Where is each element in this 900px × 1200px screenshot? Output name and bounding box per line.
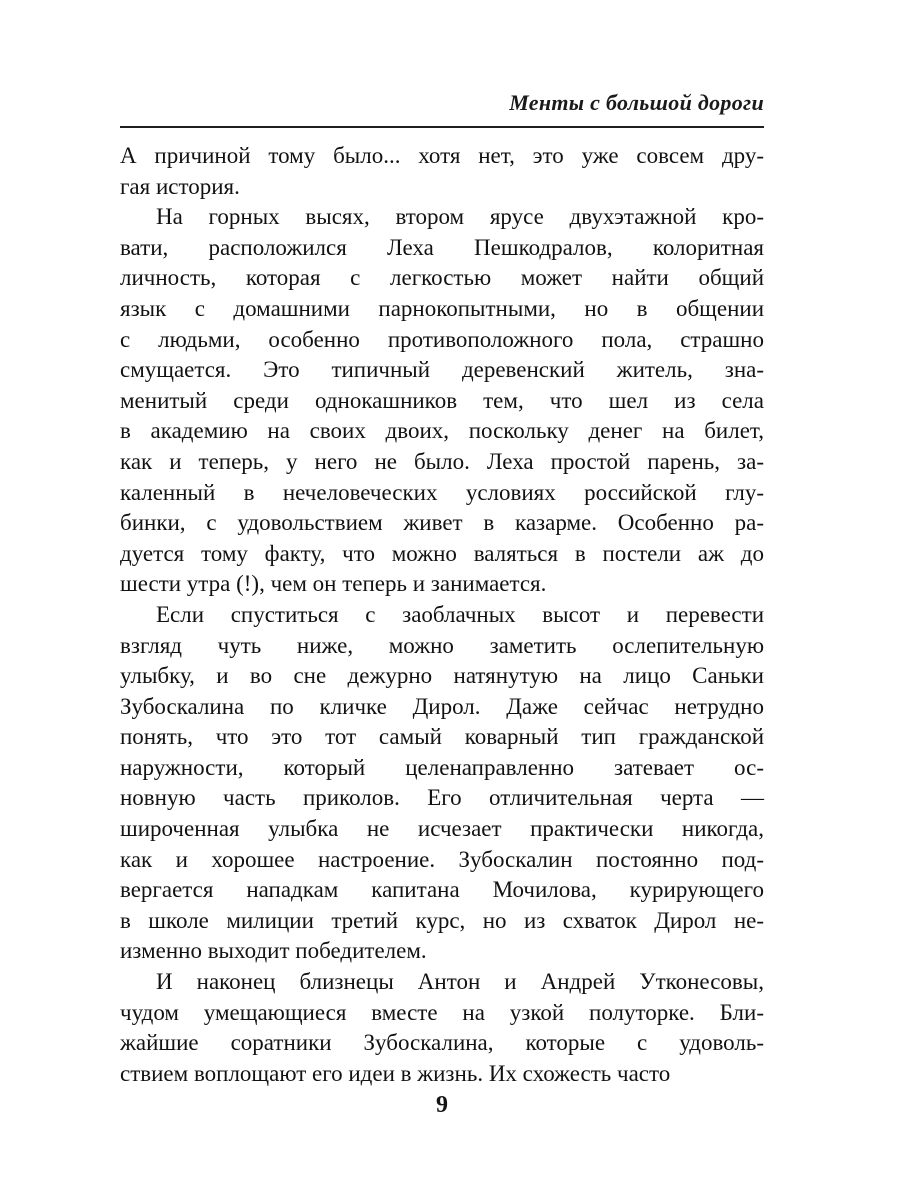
text-line: смущается. Это типичный деревенский житель, зна-: [120, 357, 764, 383]
text-line: улыбку, и во сне дежурно натянутую на лицо Саньки: [120, 663, 764, 689]
text-line: И наконец близнецы Антон и Андрей Утконесовы,: [156, 969, 764, 995]
text-line: как и теперь, у него не было. Леха простой парень, за-: [120, 448, 764, 474]
text-line: язык с домашними парнокопытными, но в общении: [120, 295, 764, 321]
text-line: наружности, который целенаправленно затевает ос-: [120, 754, 764, 780]
body-text: [120, 141, 764, 1089]
text-line: в академию на своих двоих, поскольку денег на билет,: [120, 418, 764, 444]
text-line: Зубоскалина по кличке Дирол. Даже сейчас нетрудно: [120, 693, 764, 719]
text-line: жайшие соратники Зубоскалина, которые с удоволь-: [120, 1030, 764, 1056]
text-line: вати, расположился Леха Пешкодралов, колоритная: [120, 234, 764, 260]
running-header: [120, 90, 764, 116]
text-line: как и хорошее настроение. Зубоскалин постоянно под-: [120, 846, 764, 872]
paragraph: [120, 202, 764, 600]
text-line: дуется тому факту, что можно валяться в постели аж до: [120, 540, 764, 566]
text-line: менитый среди однокашников тем, что шел из села: [120, 387, 764, 413]
text-line: вергается нападкам капитана Мочилова, курирующего: [120, 877, 764, 903]
page-number: 9: [436, 1092, 448, 1118]
text-line: каленный в нечеловеческих условиях российской глу-: [120, 479, 764, 505]
text-line: На горных высях, втором ярусе двухэтажной кро-: [156, 204, 764, 230]
text-line: новную часть приколов. Его отличительная черта —: [120, 785, 764, 811]
book-title: Менты с большой дороги: [509, 90, 764, 115]
text-line: чудом умещающиеся вместе на узкой полуторке. Бли-: [120, 999, 764, 1025]
text-line: личность, которая с легкостью может найти общий: [120, 265, 764, 291]
text-line: изменно выходит победителем.: [120, 938, 427, 964]
text-line: взгляд чуть ниже, можно заметить ослепительную: [120, 632, 764, 658]
text-line: понять, что это тот самый коварный тип гражданской: [120, 724, 764, 750]
text-line: бинки, с удовольствием живет в казарме. Особенно ра-: [120, 510, 764, 536]
text-line: Если спуститься с заоблачных высот и перевести: [156, 601, 764, 627]
text-line: ствием воплощают его идеи в жизнь. Их схожесть часто: [120, 1060, 671, 1086]
paragraph: [120, 600, 764, 967]
text-line: А причиной тому было... хотя нет, это уже совсем дру-: [120, 143, 764, 168]
paragraph: [120, 967, 764, 1089]
text-line: с людьми, особенно противоположного пола, страшно: [120, 326, 764, 352]
header-rule: [120, 126, 764, 128]
text-line: гая история.: [120, 173, 240, 199]
text-line: шести утра (!), чем он теперь и занимается.: [120, 571, 547, 597]
paragraph: [120, 141, 764, 202]
text-line: в школе милиции третий курс, но из схваток Дирол не-: [120, 907, 764, 933]
text-line: широченная улыбка не исчезает практически никогда,: [120, 816, 764, 842]
